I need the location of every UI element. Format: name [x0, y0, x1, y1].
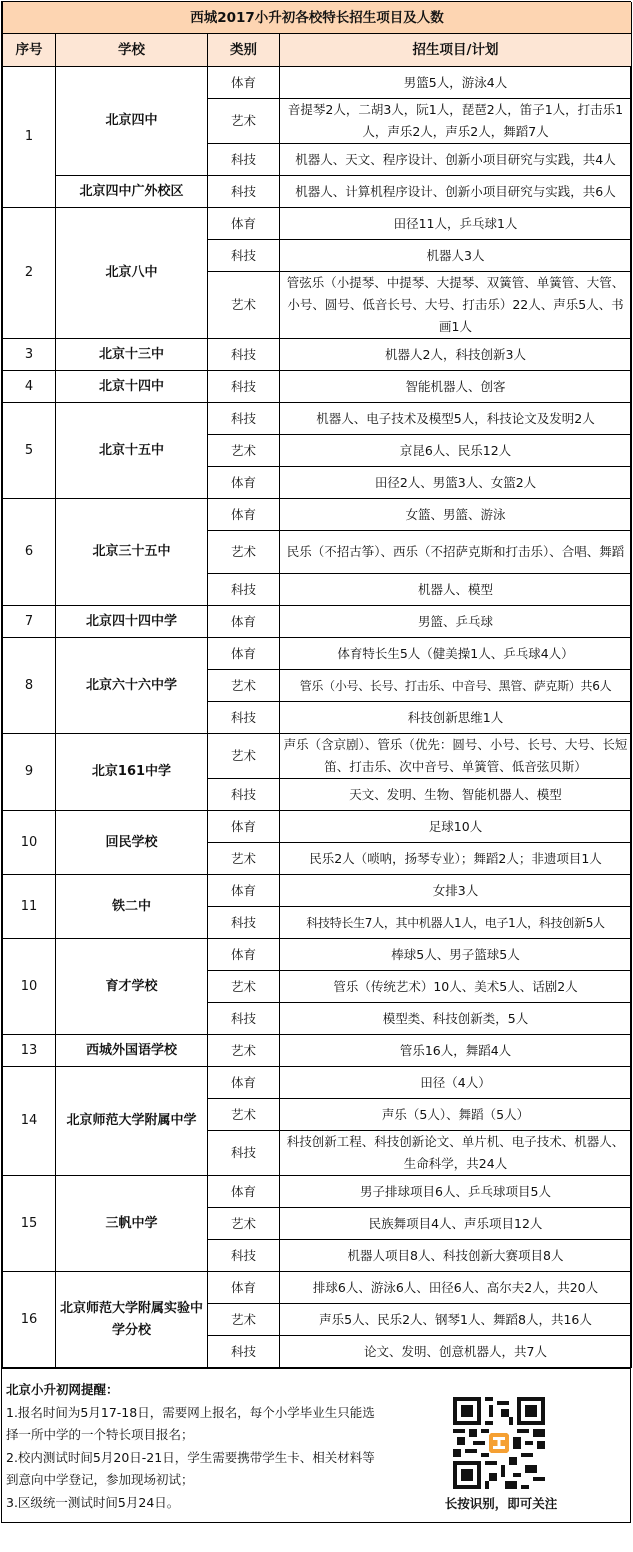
- school-name: 北京师范大学附属实验中学分校: [56, 1272, 208, 1368]
- category: 艺术: [208, 272, 280, 339]
- category: 体育: [208, 811, 280, 843]
- plan: 科技特长生7人，其中机器人1人，电子1人，科技创新5人: [280, 907, 632, 939]
- plan: 科技创新工程、科技创新论文、单片机、电子技术、机器人、生命科学，共24人: [280, 1131, 632, 1176]
- qr-caption: 长按识别，即可关注: [444, 1496, 558, 1511]
- row-index: 11: [3, 875, 56, 939]
- category: 科技: [208, 144, 280, 176]
- row-index: 3: [3, 339, 56, 371]
- plan: 体育特长生5人（健美操1人、乒乓球4人）: [280, 638, 632, 670]
- table-row: [3, 176, 632, 208]
- plan: 男篮5人，游泳4人: [280, 67, 632, 99]
- category: 艺术: [208, 1304, 280, 1336]
- school-name: 北京师范大学附属中学: [56, 1067, 208, 1176]
- header-school: 学校: [56, 34, 208, 67]
- plan: 声乐（5人）、舞蹈（5人）: [280, 1099, 632, 1131]
- row-index: 13: [3, 1035, 56, 1067]
- plan: 模型类、科技创新类，5人: [280, 1003, 632, 1035]
- plan: 民乐（不招古筝）、西乐（不招萨克斯和打击乐）、合唱、舞蹈: [280, 531, 632, 574]
- table-row: [3, 1035, 632, 1067]
- row-index: 10: [3, 939, 56, 1035]
- row-index: 16: [3, 1272, 56, 1368]
- plan: 智能机器人、创客: [280, 371, 632, 403]
- notice-item: 3.区级统一测试时间5月24日。: [6, 1494, 180, 1510]
- plan: 音提琴2人，二胡3人，阮1人，琵琶2人，笛子1人，打击乐1人，声乐2人，声乐2人，舞蹈7人: [280, 99, 632, 144]
- category: 艺术: [208, 670, 280, 702]
- notice-title: 北京小升初网提醒：: [6, 1382, 119, 1397]
- notice-text: [6, 1379, 386, 1514]
- table-row: [3, 1272, 632, 1304]
- school-name: 北京三十五中: [56, 499, 208, 606]
- table-row: [3, 875, 632, 907]
- row-index: 9: [3, 734, 56, 811]
- school-name: 北京六十六中学: [56, 638, 208, 734]
- plan: 京昆6人、民乐12人: [280, 435, 632, 467]
- plan: 棒球5人、男子篮球5人: [280, 939, 632, 971]
- school-name: 北京十四中: [56, 371, 208, 403]
- plan: 男子排球项目6人、乒乓球项目5人: [280, 1176, 632, 1208]
- table-row: [3, 403, 632, 435]
- category: 科技: [208, 403, 280, 435]
- table-row: [3, 67, 632, 99]
- plan: 论文、发明、创意机器人，共7人: [280, 1336, 632, 1368]
- category: 艺术: [208, 1035, 280, 1067]
- plan: 足球10人: [280, 811, 632, 843]
- row-index: 14: [3, 1067, 56, 1176]
- category: 体育: [208, 1272, 280, 1304]
- row-index: 10: [3, 811, 56, 875]
- category: 体育: [208, 939, 280, 971]
- school-name: 北京四中广外校区: [56, 176, 208, 208]
- plan: 机器人2人，科技创新3人: [280, 339, 632, 371]
- plan: 民乐2人（唢呐，扬琴专业）；舞蹈2人；非遗项目1人: [280, 843, 632, 875]
- plan: 田径11人，乒乓球1人: [280, 208, 632, 240]
- category: 科技: [208, 1131, 280, 1176]
- school-name: 北京八中: [56, 208, 208, 339]
- table-row: [3, 638, 632, 670]
- plan: 男篮、乒乓球: [280, 606, 632, 638]
- plan: 机器人、计算机程序设计、创新小项目研究与实践，共6人: [280, 176, 632, 208]
- plan: 科技创新思维1人: [280, 702, 632, 734]
- category: 体育: [208, 467, 280, 499]
- header-plan: 招生项目/计划: [280, 34, 632, 67]
- plan: 管乐（传统艺术）10人、美术5人、话剧2人: [280, 971, 632, 1003]
- school-name: 北京十五中: [56, 403, 208, 499]
- school-name: 西城外国语学校: [56, 1035, 208, 1067]
- header-index: 序号: [3, 34, 56, 67]
- category: 科技: [208, 371, 280, 403]
- category: 艺术: [208, 531, 280, 574]
- category: 艺术: [208, 734, 280, 779]
- category: 艺术: [208, 99, 280, 144]
- category: 体育: [208, 1176, 280, 1208]
- plan: 女篮、男篮、游泳: [280, 499, 632, 531]
- school-name: 北京161中学: [56, 734, 208, 811]
- school-name: 回民学校: [56, 811, 208, 875]
- category: 科技: [208, 176, 280, 208]
- category: 艺术: [208, 435, 280, 467]
- header-category: 类别: [208, 34, 280, 67]
- plan: 田径（4人）: [280, 1067, 632, 1099]
- row-index: 15: [3, 1176, 56, 1272]
- plan: 女排3人: [280, 875, 632, 907]
- qr-code-icon[interactable]: [453, 1397, 545, 1489]
- category: 科技: [208, 339, 280, 371]
- row-index: 2: [3, 208, 56, 339]
- table-row: [3, 939, 632, 971]
- school-name: 北京四中: [56, 67, 208, 176]
- plan: 管弦乐（小提琴、中提琴、大提琴、双簧管、单簧管、大管、小号、圆号、低音长号、大号、打击乐）22人、声乐5人、书画1人: [280, 272, 632, 339]
- category: 艺术: [208, 1208, 280, 1240]
- category: 体育: [208, 875, 280, 907]
- school-name: 育才学校: [56, 939, 208, 1035]
- enrollment-table: [2, 2, 632, 1368]
- table-row: [3, 499, 632, 531]
- category: 体育: [208, 499, 280, 531]
- category: 科技: [208, 574, 280, 606]
- category: 体育: [208, 638, 280, 670]
- category: 艺术: [208, 843, 280, 875]
- plan: 机器人项目8人、科技创新大赛项目8人: [280, 1240, 632, 1272]
- plan: 排球6人、游泳6人、田径6人、高尔夫2人，共20人: [280, 1272, 632, 1304]
- plan: 声乐（含京剧）、管乐（优先：圆号、小号、长号、大号、长短笛、打击乐、次中音号、单簧管、低音弦贝斯）: [280, 734, 632, 779]
- category: 体育: [208, 208, 280, 240]
- category: 科技: [208, 779, 280, 811]
- plan: 民族舞项目4人、声乐项目12人: [280, 1208, 632, 1240]
- row-index: 4: [3, 371, 56, 403]
- row-index: 1: [3, 67, 56, 208]
- category: 科技: [208, 907, 280, 939]
- category: 体育: [208, 1067, 280, 1099]
- category: 科技: [208, 1240, 280, 1272]
- category: 体育: [208, 606, 280, 638]
- table-row: [3, 734, 632, 779]
- plan: 机器人、模型: [280, 574, 632, 606]
- plan: 管乐16人，舞蹈4人: [280, 1035, 632, 1067]
- school-name: 三帆中学: [56, 1176, 208, 1272]
- table-row: [3, 1176, 632, 1208]
- table-row: [3, 339, 632, 371]
- category: 艺术: [208, 971, 280, 1003]
- table-row: [3, 811, 632, 843]
- table-row: [3, 606, 632, 638]
- plan: 声乐5人、民乐2人、钢琴1人、舞蹈8人，共16人: [280, 1304, 632, 1336]
- plan: 机器人3人: [280, 240, 632, 272]
- plan: 管乐（小号、长号、打击乐、中音号、黑管、萨克斯）共6人: [280, 670, 632, 702]
- category: 科技: [208, 240, 280, 272]
- table-row: [3, 371, 632, 403]
- plan: 田径2人、男篮3人、女篮2人: [280, 467, 632, 499]
- footer-notice: [2, 1368, 630, 1522]
- category: 体育: [208, 67, 280, 99]
- table-row: [3, 1067, 632, 1099]
- plan: 天文、发明、生物、智能机器人、模型: [280, 779, 632, 811]
- notice-item: 1.报名时间为5月17-18日，需要网上报名，每个小学毕业生只能选择一所中学的一个特长项目报名；: [6, 1404, 375, 1442]
- row-index: 5: [3, 403, 56, 499]
- notice-item: 2.校内测试时间5月20日-21日，学生需要携带学生卡、相关材料等到意向中学登记，参加现场初试；: [6, 1449, 375, 1487]
- school-name: 北京十三中: [56, 339, 208, 371]
- category: 科技: [208, 1003, 280, 1035]
- row-index: 7: [3, 606, 56, 638]
- category: 艺术: [208, 1099, 280, 1131]
- table-row: [3, 208, 632, 240]
- school-name: 铁二中: [56, 875, 208, 939]
- school-name: 北京四十四中学: [56, 606, 208, 638]
- row-index: 6: [3, 499, 56, 606]
- category: 科技: [208, 702, 280, 734]
- plan: 机器人、天文、程序设计、创新小项目研究与实践，共4人: [280, 144, 632, 176]
- row-index: 8: [3, 638, 56, 734]
- plan: 机器人、电子技术及模型5人，科技论文及发明2人: [280, 403, 632, 435]
- page-title: 西城2017小升初各校特长招生项目及人数: [3, 2, 632, 34]
- category: 科技: [208, 1336, 280, 1368]
- enrollment-table-container: [1, 1, 631, 1523]
